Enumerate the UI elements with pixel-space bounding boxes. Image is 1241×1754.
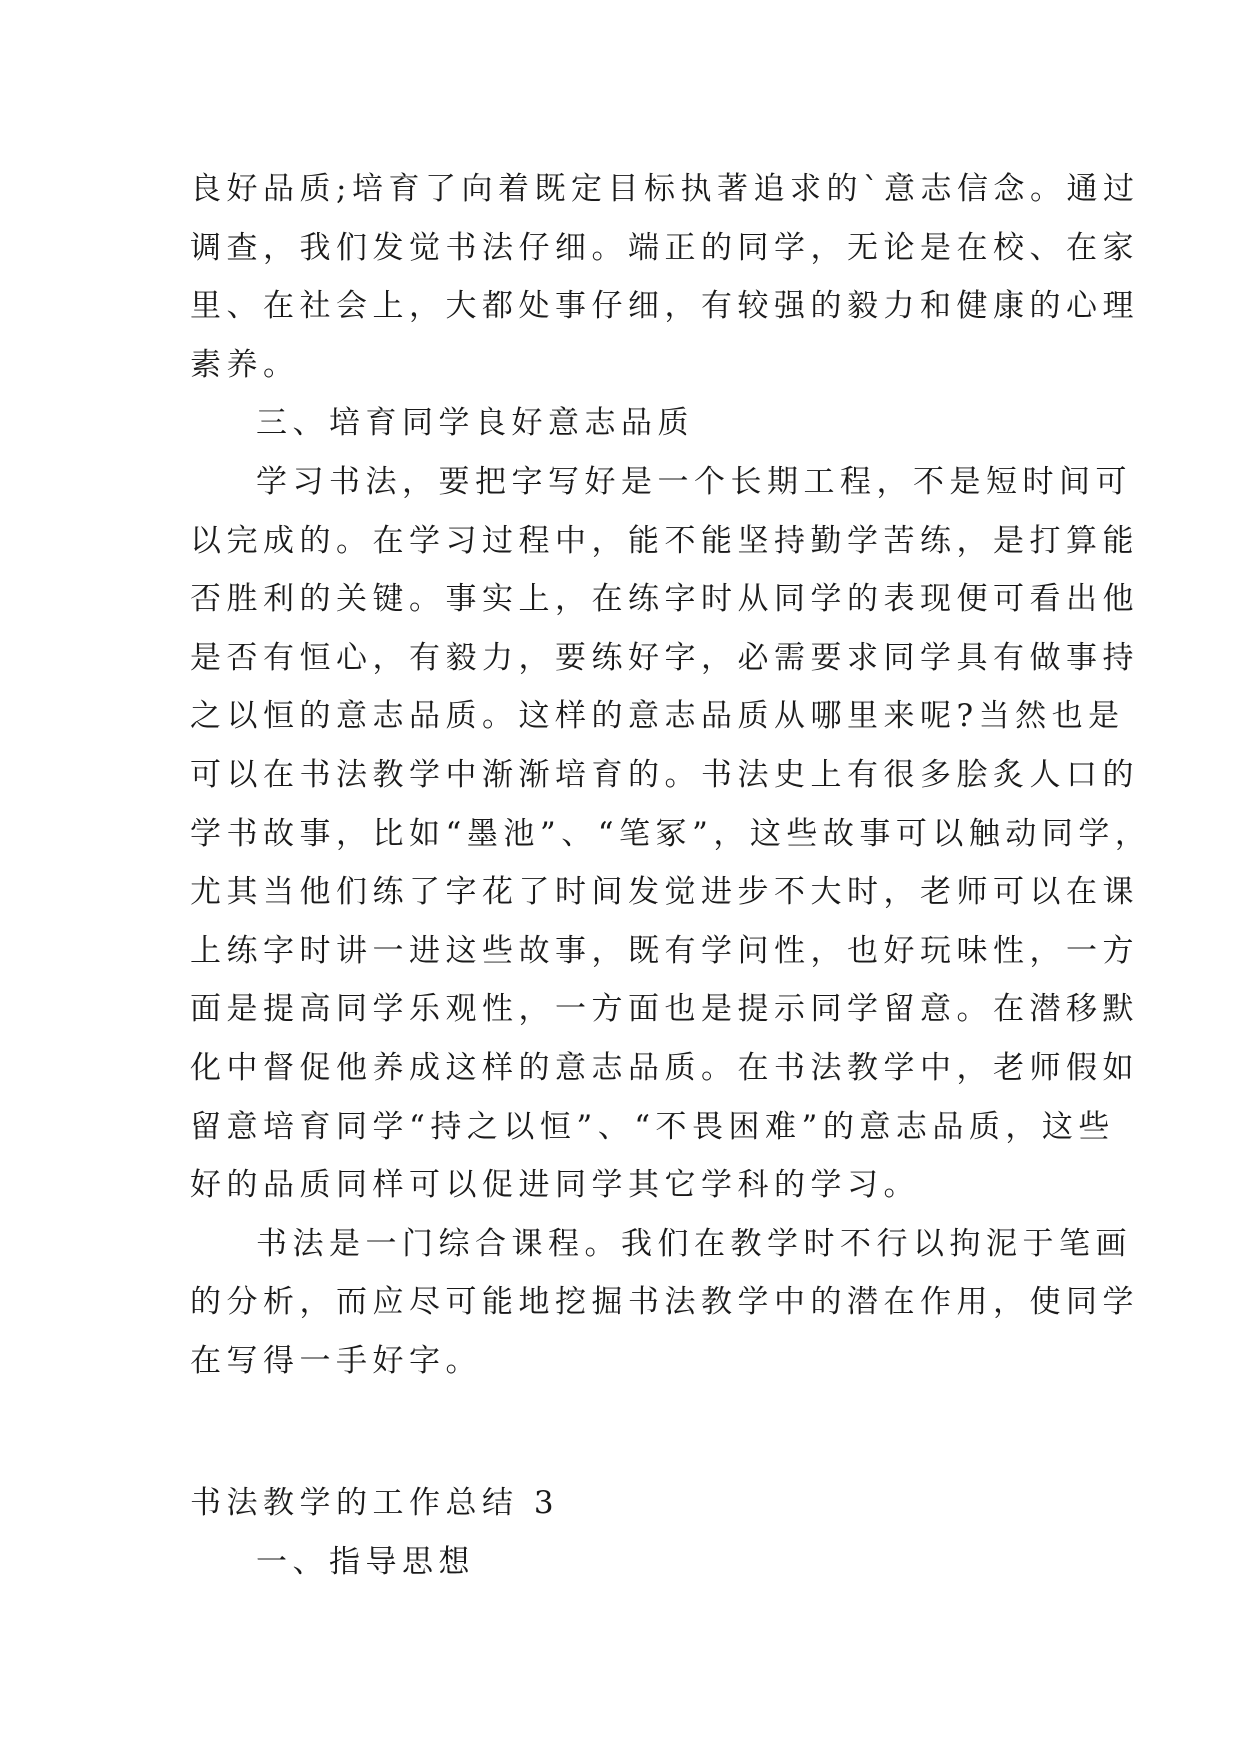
text-line: 上练字时讲一进这些故事，既有学问性，也好玩味性，一方	[190, 932, 1139, 969]
text-line: 留意培育同学“持之以恒”、“不畏困难”的意志品质，这些	[190, 1108, 1115, 1145]
text-line: 可以在书法教学中渐渐培育的。书法史上有很多脍炙人口的	[190, 756, 1139, 793]
text-line: 面是提高同学乐观性，一方面也是提示同学留意。在潜移默	[190, 991, 1139, 1028]
text-line: 尤其当他们练了字花了时间发觉进步不大时，老师可以在课	[190, 874, 1139, 911]
section-heading-3: 三、培育同学良好意志品质	[256, 405, 694, 442]
paragraph-3	[190, 1215, 1139, 1391]
text-line: 书法是一门综合课程。我们在教学时不行以拘泥于笔画	[256, 1225, 1132, 1262]
text-line: 学书故事，比如“墨池”、“笔冢”，这些故事可以触动同学，	[190, 815, 1152, 852]
paragraph-2	[190, 453, 1152, 1215]
text-line: 的分析，而应尽可能地挖掘书法教学中的潜在作用，使同学	[190, 1284, 1139, 1321]
summary-3-section-1-heading: 一、指导思想	[256, 1544, 475, 1581]
text-line: 以完成的。在学习过程中，能不能坚持勤学苦练，是打算能	[190, 522, 1139, 559]
text-line: 素养。	[190, 346, 300, 383]
text-line: 在写得一手好字。	[190, 1342, 482, 1379]
summary-3-title: 书法教学的工作总结 3	[190, 1485, 560, 1522]
text-line: 好的品质同样可以促进同学其它学科的学习。	[190, 1167, 920, 1204]
document-body	[190, 160, 1152, 1592]
text-line: 良好品质;培育了向着既定目标执著追求的`意志信念。通过	[190, 171, 1140, 207]
text-line: 调查，我们发觉书法仔细。端正的同学，无论是在校、在家	[190, 229, 1139, 266]
paragraph-1	[190, 160, 1140, 394]
text-line: 化中督促他养成这样的意志品质。在书法教学中，老师假如	[190, 1049, 1139, 1086]
section-spacer	[190, 1390, 1070, 1474]
text-line: 否胜利的关键。事实上，在练字时从同学的表现便可看出他	[190, 581, 1139, 618]
text-line: 里、在社会上，大都处事仔细，有较强的毅力和健康的心理	[190, 288, 1139, 325]
text-line: 学习书法，要把字写好是一个长期工程，不是短时间可	[256, 463, 1132, 500]
text-line: 之以恒的意志品质。这样的意志品质从哪里来呢?当然也是	[190, 698, 1125, 735]
text-line: 是否有恒心，有毅力，要练好字，必需要求同学具有做事持	[190, 639, 1139, 676]
